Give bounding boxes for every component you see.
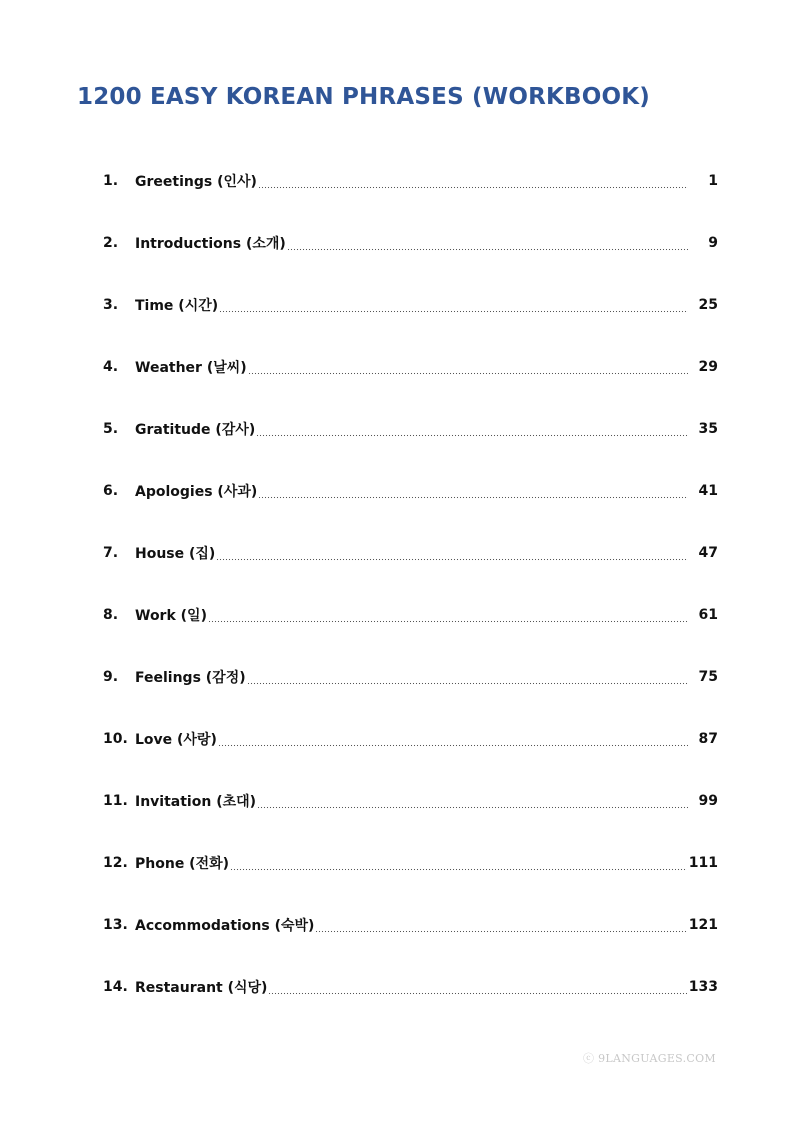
- toc-entry[interactable]: [103, 212, 718, 274]
- toc-entry[interactable]: [103, 150, 718, 212]
- toc-entry-page-number: 47: [698, 545, 718, 561]
- toc-entry-page-number: 9: [708, 235, 718, 251]
- toc-entry-page-number: 61: [698, 607, 718, 623]
- dot-leader: [268, 983, 686, 995]
- dot-leader: [219, 301, 688, 313]
- toc-entry-number: 12.: [103, 855, 128, 871]
- toc-entry-number: 8.: [103, 607, 119, 623]
- dot-leader: [247, 673, 688, 685]
- toc-entry-number: 6.: [103, 483, 119, 499]
- toc-entry-page-number: 133: [688, 979, 718, 995]
- toc-entry[interactable]: [103, 522, 718, 584]
- toc-entry-title: Gratitude (감사): [135, 422, 256, 438]
- toc-entry-page-number: 99: [698, 793, 718, 809]
- dot-leader: [258, 177, 688, 189]
- toc-entry[interactable]: [103, 274, 718, 336]
- toc-entry-number: 4.: [103, 359, 119, 375]
- toc-entry-title: House (집): [135, 546, 216, 562]
- toc-entry-title: Phone (전화): [135, 856, 230, 872]
- dot-leader: [218, 735, 688, 747]
- toc-entry-title: Invitation (초대): [135, 794, 257, 810]
- dot-leader: [216, 549, 688, 561]
- toc-entry-number: 5.: [103, 421, 119, 437]
- toc-entry-number: 9.: [103, 669, 119, 685]
- toc-entry[interactable]: [103, 336, 718, 398]
- toc-entry-number: 1.: [103, 173, 119, 189]
- toc-entry[interactable]: [103, 832, 718, 894]
- toc-entry-page-number: 41: [698, 483, 718, 499]
- dot-leader: [230, 859, 687, 871]
- toc-entry-page-number: 111: [688, 855, 718, 871]
- toc-entry-page-number: 25: [698, 297, 718, 313]
- toc-entry-title: Accommodations (숙박): [135, 918, 315, 934]
- toc-entry[interactable]: [103, 584, 718, 646]
- toc-entry-number: 7.: [103, 545, 119, 561]
- toc-entry-page-number: 29: [698, 359, 718, 375]
- toc-entry-title: Apologies (사과): [135, 484, 258, 500]
- toc-entry[interactable]: [103, 708, 718, 770]
- toc-entry-title: Introductions (소개): [135, 236, 286, 252]
- toc-entry-title: Weather (날씨): [135, 360, 247, 376]
- toc-entry[interactable]: [103, 398, 718, 460]
- toc-entry-title: Greetings (인사): [135, 174, 257, 190]
- toc-entry-number: 2.: [103, 235, 119, 251]
- toc-entry-number: 11.: [103, 793, 128, 809]
- toc-entry-number: 3.: [103, 297, 119, 313]
- dot-leader: [256, 425, 688, 437]
- toc-entry[interactable]: [103, 646, 718, 708]
- dot-leader: [208, 611, 688, 623]
- toc-entry-title: Love (사랑): [135, 732, 217, 748]
- toc-entry-title: Restaurant (식당): [135, 980, 268, 996]
- toc-entry-title: Work (일): [135, 608, 207, 624]
- dot-leader: [248, 363, 688, 375]
- dot-leader: [258, 487, 688, 499]
- toc-entry[interactable]: [103, 460, 718, 522]
- toc-entry[interactable]: [103, 894, 718, 956]
- toc-entry-page-number: 35: [698, 421, 718, 437]
- toc-entry-page-number: 1: [708, 173, 718, 189]
- toc-entry-page-number: 87: [698, 731, 718, 747]
- toc-entry-title: Time (시간): [135, 298, 219, 314]
- toc-entry-number: 13.: [103, 917, 128, 933]
- toc-entry-number: 14.: [103, 979, 128, 995]
- toc-entry[interactable]: [103, 770, 718, 832]
- toc-entry-page-number: 75: [698, 669, 718, 685]
- table-of-contents: [103, 150, 718, 1018]
- copyright-watermark: ⓒ 9LANGUAGES.COM: [583, 1052, 716, 1065]
- toc-entry-page-number: 121: [688, 917, 718, 933]
- toc-entry-title: Feelings (감정): [135, 670, 246, 686]
- dot-leader: [315, 921, 686, 933]
- dot-leader: [287, 239, 688, 251]
- toc-entry[interactable]: [103, 956, 718, 1018]
- page-title: 1200 EASY KOREAN PHRASES (WORKBOOK): [77, 84, 650, 110]
- toc-entry-number: 10.: [103, 731, 128, 747]
- dot-leader: [257, 797, 688, 809]
